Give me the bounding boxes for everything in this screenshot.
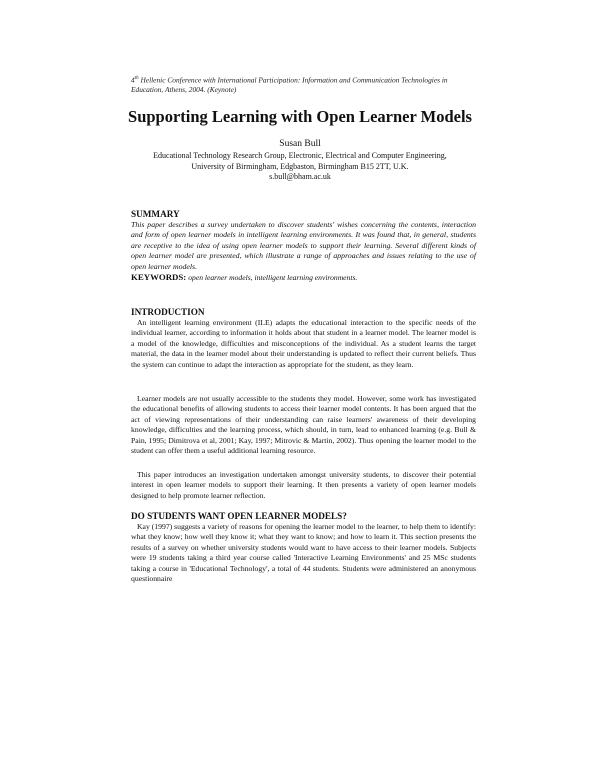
intro-paragraph-1: An intelligent learning environment (ILE) adapts the educational interaction to the specific needs of the individual learner, according to information it holds about that student in a learner model. The learner model is a model of the knowledge, difficulties and misconceptions of the individual. As a student learns the target material, the data in the learner model about their understanding is updated to reflect their current beliefs. Thus the system can continue to adapt the interaction as appropriate for the student, as they learn. — [131, 318, 476, 369]
conference-header — [131, 74, 476, 95]
conference-ordinal-suffix: th — [134, 76, 139, 81]
introduction-heading: INTRODUCTION — [131, 307, 205, 317]
summary-text: This paper describes a survey undertaken to discover students' wishes concerning the contents, interaction and form of open learner models in intelligent learning environments. It was found that, in general, students are receptive to the idea of using open learner models to support their learning. Several different kinds of open learner model are presented, which illustrate a range of approaches and issues relating to the use of open learner models. — [131, 220, 476, 271]
author-affiliation — [100, 151, 500, 183]
summary-heading: SUMMARY — [131, 209, 180, 219]
keywords — [131, 272, 476, 283]
intro-paragraph-3: This paper introduces an investigation undertaken amongst university students, to discover their potential interest in open learner models to support their learning. It then presents a variety of open learner models designed to help promote learner reflection. — [131, 470, 476, 500]
conference-text: Hellenic Conference with International Participation: Information and Communication Technologies in Education, Athens, 2004. (Keynote) — [131, 75, 448, 95]
author-name: Susan Bull — [279, 139, 321, 149]
section2-heading: DO STUDENTS WANT OPEN LEARNER MODELS? — [131, 511, 347, 521]
affiliation-line-1: Educational Technology Research Group, Electronic, Electrical and Computer Engineering, — [153, 151, 447, 160]
section2-paragraph: Kay (1997) suggests a variety of reasons for opening the learner model to the learner, to help them to identify: what they know; how well they know it; what they want to know; and how to learn it. This section presents the results of a survey on whether university students would want to have access to their learner models. Subjects were 19 students taking a third year course called 'Interactive Learning Environments' and 25 MSc students taking a course in 'Educational Technology', a total of 44 students. Students were administered an anonymous questionnaire — [131, 522, 476, 584]
intro-paragraph-2: Learner models are not usually accessible to the students they model. However, some work has investigated the educational benefits of allowing students to access their learner model contents. It has been argued that the act of viewing representations of their understanding can raise learners' awareness of their developing knowledge, difficulties and the learning process, which should, in turn, lead to enhanced learning (e.g. Bull & Pain, 1995; Dimitrova et al, 2001; Kay, 1997; Mitrovic & Martin, 2002). Thus opening the learner model to the student can offer them a useful additional learning resource. — [131, 394, 476, 456]
paper-title: Supporting Learning with Open Learner Models — [128, 107, 472, 126]
affiliation-line-2: University of Birmingham, Edgbaston, Birmingham B15 2TT, U.K. — [191, 161, 409, 171]
keywords-label: KEYWORDS: — [131, 272, 187, 282]
conference-ordinal: 4 — [131, 75, 135, 85]
author-email: s.bull@bham.ac.uk — [269, 172, 331, 181]
keywords-value: open learner models, intelligent learning environments. — [188, 273, 358, 282]
